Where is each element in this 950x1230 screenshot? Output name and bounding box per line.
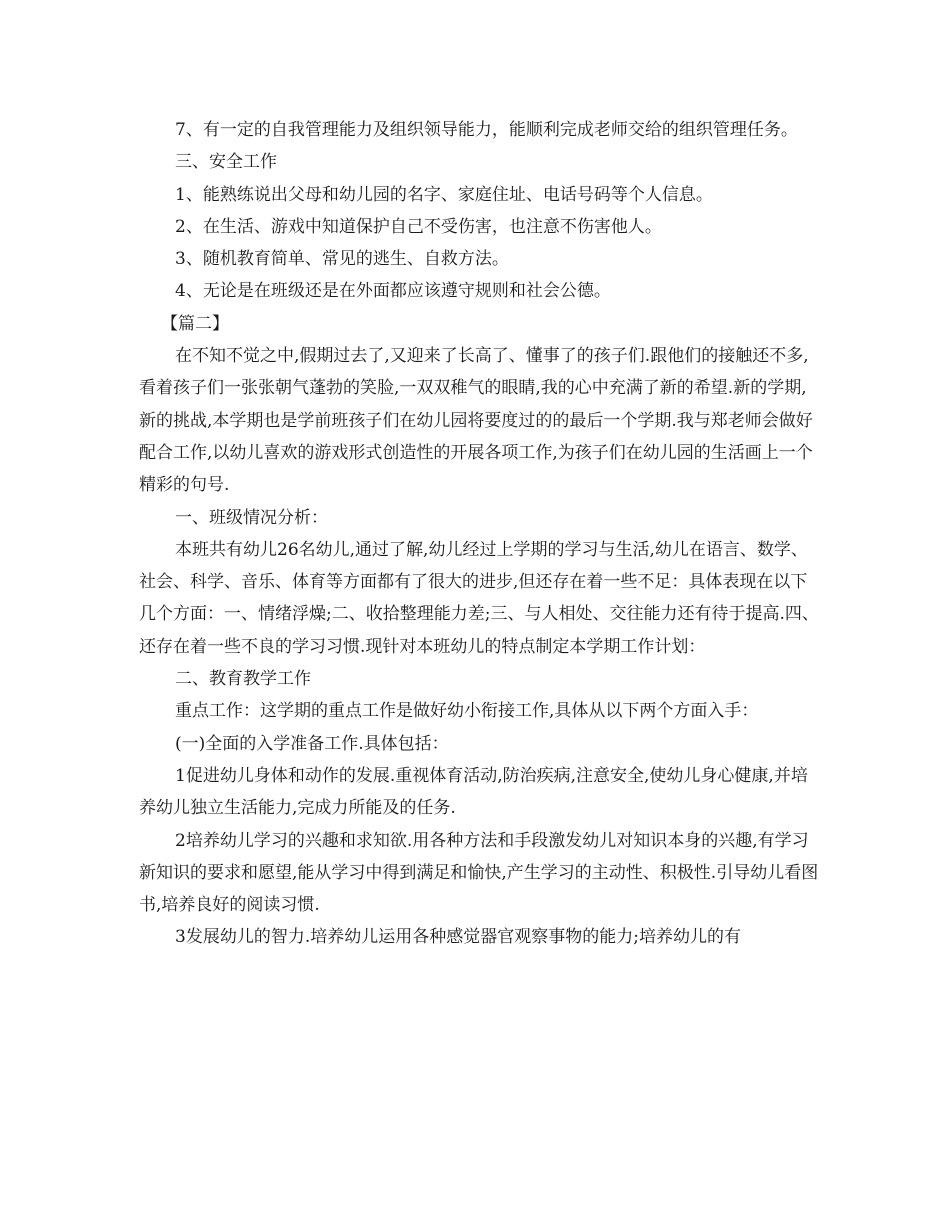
- paragraph-intro: 在不知不觉之中,假期过去了,又迎来了长高了、懂事了的孩子们.跟他们的接触还不多,看着孩子们一张张朝气蓬勃的笑脸,一双双稚气的眼睛,我的心中充满了新的希望.新的学期,新的挑战,本学期也是学前班孩子们在幼儿园将要度过的的最后一个学期.我与郑老师会做好配合工作,以幼儿喜欢的游戏形式创造性的开展各项工作,为孩子们在幼儿园的生活画上一个精彩的句号.: [139, 346, 813, 496]
- section-heading-class-analysis: 一、班级情况分析：: [175, 507, 328, 528]
- paragraph-safety-4: 4、无论是在班级还是在外面都应该遵守规则和社会公德。: [175, 281, 611, 302]
- paragraph-item-7: 7、有一定的自我管理能力及组织领导能力，能顺利完成老师交给的组织管理任务。: [175, 120, 798, 140]
- paragraph-safety-3: 3、随机教育简单、常见的逃生、自救方法。: [175, 249, 509, 270]
- section-heading-teaching: 二、教育教学工作: [175, 669, 311, 690]
- paragraph-safety-2: 2、在生活、游戏中知道保护自己不受伤害，也注意不伤害他人。: [175, 216, 662, 237]
- paragraph-item-2: 2培养幼儿学习的兴趣和求知欲.用各种方法和手段激发幼儿对知识本身的兴趣,有学习新知识的要求和愿望,能从学习中得到满足和愉快,产生学习的主动性、积极性.引导幼儿看图书,培养良好的阅读习惯.: [139, 830, 819, 916]
- paragraph-item-1: 1促进幼儿身体和动作的发展.重视体育活动,防治疾病,注意安全,使幼儿身心健康,并培养幼儿独立生活能力,完成力所能及的任务.: [139, 765, 808, 819]
- document-body: [139, 114, 819, 954]
- paragraph-preparation: (一)全面的入学准备工作.具体包括：: [175, 733, 449, 754]
- paragraph-safety-1: 1、能熟练说出父母和幼儿园的名字、家庭住址、电话号码等个人信息。: [175, 184, 713, 205]
- section-heading-safety: 三、安全工作: [175, 152, 277, 173]
- paragraph-class-analysis: 本班共有幼儿26名幼儿,通过了解,幼儿经过上学期的学习与生活,幼儿在语言、数学、社会、科学、音乐、体育等方面都有了很大的进步,但还存在着一些不足：具体表现在以下几个方面：一、情绪浮燥;二、收拾整理能力差;三、与人相处、交往能力还有待于提高.四、还存在着一些不良的学习习惯.现针对本班幼儿的特点制定本学期工作计划：: [139, 539, 819, 657]
- part-two-heading: 【篇二】: [161, 313, 229, 334]
- paragraph-item-3: 3发展幼儿的智力.培养幼儿运用各种感觉器官观察事物的能力;培养幼儿的有: [175, 927, 741, 948]
- paragraph-key-work: 重点工作：这学期的重点工作是做好幼小衔接工作,具体从以下两个方面入手：: [175, 701, 759, 722]
